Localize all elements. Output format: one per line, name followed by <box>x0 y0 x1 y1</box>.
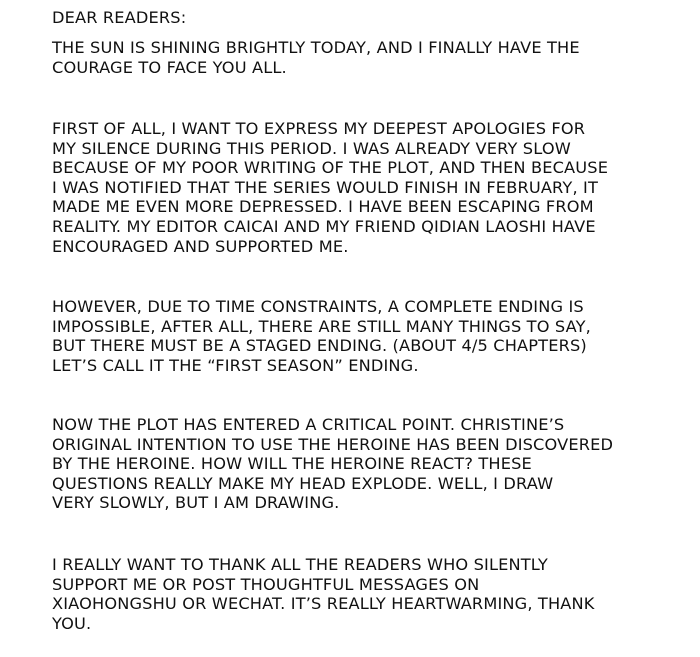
paragraph-apology <box>52 119 652 256</box>
paragraph-line: NOW THE PLOT HAS ENTERED A CRITICAL POINT. CHRISTINE’S <box>52 415 565 434</box>
paragraph-line: XIAOHONGSHU OR WECHAT. IT’S REALLY HEARTWARMING, THANK <box>52 594 595 614</box>
paragraph-line: I REALLY WANT TO THANK ALL THE READERS WHO SILENTLY <box>52 555 548 574</box>
paragraph-line: LET’S CALL IT THE “FIRST SEASON” ENDING. <box>52 355 419 375</box>
paragraph-line: BUT THERE MUST BE A STAGED ENDING. (ABOUT 4/5 CHAPTERS) <box>52 336 587 356</box>
letter-salutation <box>52 8 652 28</box>
paragraph-line: BECAUSE OF MY POOR WRITING OF THE PLOT, AND THEN BECAUSE <box>52 158 609 178</box>
paragraph-line: BY THE HEROINE. HOW WILL THE HEROINE REACT? THESE <box>52 454 532 474</box>
paragraph-line: IMPOSSIBLE, AFTER ALL, THERE ARE STILL MANY THINGS TO SAY, <box>52 316 591 336</box>
paragraph-line: THE SUN IS SHINING BRIGHTLY TODAY, AND I FINALLY HAVE THE <box>52 38 580 57</box>
paragraph-line: YOU. <box>52 613 92 633</box>
paragraph-line: FIRST OF ALL, I WANT TO EXPRESS MY DEEPEST APOLOGIES FOR <box>52 119 586 138</box>
paragraph-line: HOWEVER, DUE TO TIME CONSTRAINTS, A COMPLETE ENDING IS <box>52 297 584 316</box>
paragraph-line: ENCOURAGED AND SUPPORTED ME. <box>52 236 349 256</box>
paragraph-line: REALITY. MY EDITOR CAICAI AND MY FRIEND QIDIAN LAOSHI HAVE <box>52 216 596 236</box>
paragraph-thanks <box>52 555 652 633</box>
paragraph-line: QUESTIONS REALLY MAKE MY HEAD EXPLODE. WELL, I DRAW <box>52 473 554 493</box>
paragraph-line: I WAS NOTIFIED THAT THE SERIES WOULD FINISH IN FEBRUARY, IT <box>52 177 599 197</box>
paragraph-opening <box>52 38 652 77</box>
paragraph-line: MY SILENCE DURING THIS PERIOD. I WAS ALREADY VERY SLOW <box>52 138 571 158</box>
paragraph-plot-update <box>52 415 652 513</box>
paragraph-line: COURAGE TO FACE YOU ALL. <box>52 57 287 77</box>
paragraph-ending-plan <box>52 297 652 375</box>
paragraph-line: MADE ME EVEN MORE DEPRESSED. I HAVE BEEN ESCAPING FROM <box>52 197 594 217</box>
paragraph-line: VERY SLOWLY, BUT I AM DRAWING. <box>52 493 340 513</box>
paragraph-line: SUPPORT ME OR POST THOUGHTFUL MESSAGES ON <box>52 574 480 594</box>
paragraph-line: ORIGINAL INTENTION TO USE THE HEROINE HAS BEEN DISCOVERED <box>52 434 614 454</box>
salutation-line: DEAR READERS: <box>52 8 187 27</box>
